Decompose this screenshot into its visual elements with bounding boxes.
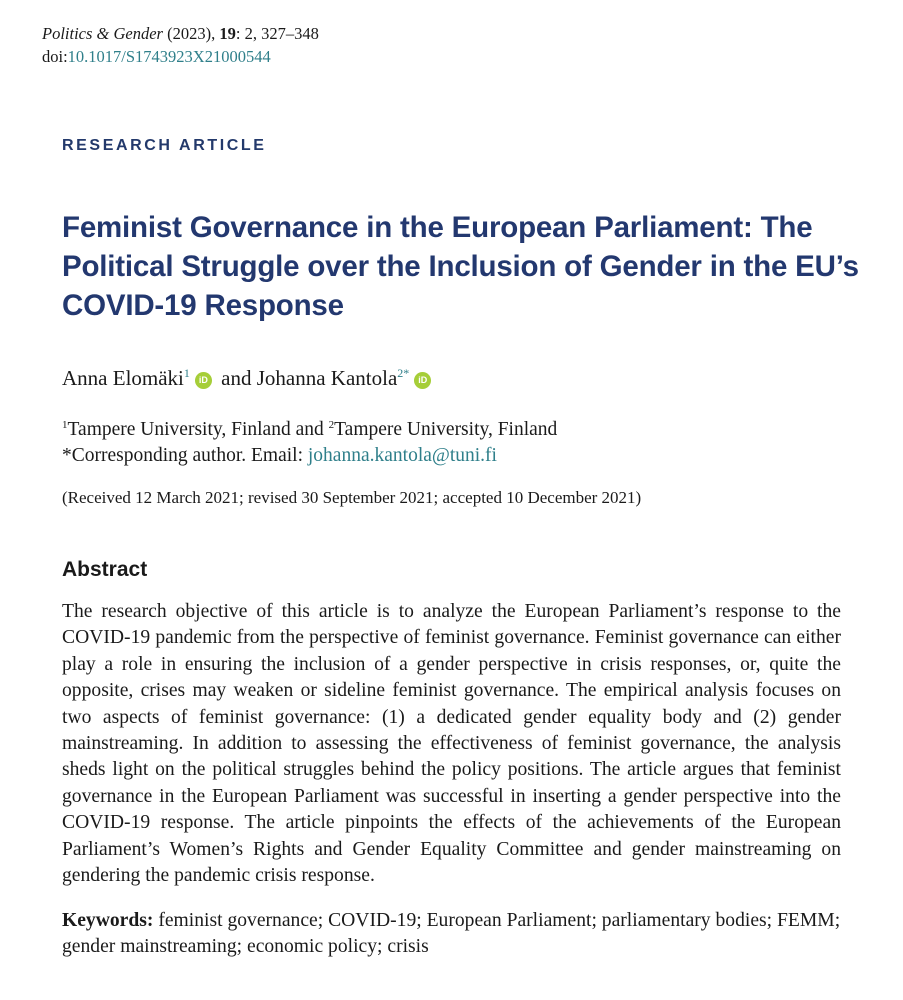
affil-sup-2: 2: [328, 419, 335, 431]
doi-line: [42, 45, 319, 68]
author-affil-ref-2[interactable]: 2*: [397, 366, 410, 380]
author-name-1: Anna Elomäki: [62, 366, 184, 390]
affiliations: [62, 412, 557, 469]
citation-line: [42, 22, 319, 45]
affiliation-line: [62, 412, 557, 443]
affil-sup-1: 1: [62, 419, 68, 431]
article-title: Feminist Governance in the European Parliament: The Political Struggle over the Inclusion of Gender in the EU’s COVID-19 Response: [62, 211, 859, 322]
journal-volume: 19: [219, 24, 236, 43]
corresponding-label: *Corresponding author. Email:: [62, 445, 308, 466]
author-line: [62, 366, 435, 391]
orcid-icon[interactable]: iD: [414, 372, 431, 389]
affiliation-2: Tampere University, Finland: [334, 419, 558, 440]
received-dates: (Received 12 March 2021; revised 30 September 2021; accepted 10 December 2021): [62, 488, 642, 507]
doi-link[interactable]: 10.1017/S1743923X21000544: [67, 47, 271, 66]
journal-name: Politics & Gender: [42, 24, 163, 43]
author-affil-ref-1[interactable]: 1: [183, 366, 190, 380]
keywords-text: feminist governance; COVID-19; European Parliament; parliamentary bodies; FEMM; gender mainstreaming; economic policy; crisis: [62, 910, 846, 958]
abstract-text: The research objective of this article is to analyze the European Parliament’s response to the COVID-19 pandemic from the perspective of feminist governance. Feminist governance can either play a role in ensuring the inclusion of a gender perspective in crisis responses, or, quite the opposite, crises may weaken or sideline feminist governance. The empirical analysis focuses on two aspects of feminist governance: (1) a dedicated gender equality body and (2) gender mainstreaming. In addition to assessing the effectiveness of feminist governance, the analysis sheds light on the political struggles behind the policy positions. The article argues that feminist governance in the European Parliament was successful in inserting a gender perspective into the COVID-19 response. The article pinpoints the effects of the achievements of the European Parliament’s Women’s Rights and Gender Equality Committee and gender mainstreaming on gendering the pandemic crisis response.: [62, 601, 841, 887]
keywords-label: Keywords:: [62, 910, 154, 931]
email-link[interactable]: johanna.kantola@tuni.fi: [307, 445, 497, 466]
article-type-label: RESEARCH ARTICLE: [62, 137, 267, 154]
keywords: [62, 908, 846, 961]
affiliation-1: Tampere University, Finland and: [67, 419, 329, 440]
journal-year: (2023),: [167, 24, 216, 43]
author-connector: and: [215, 366, 257, 390]
author-name-2: Johanna Kantola: [256, 366, 398, 390]
journal-issue-pages: : 2, 327–348: [235, 24, 319, 43]
orcid-icon[interactable]: iD: [195, 372, 212, 389]
abstract-heading: Abstract: [62, 558, 148, 581]
doi-prefix: doi:: [42, 47, 68, 66]
journal-header: [42, 22, 319, 68]
corresponding-line: [62, 443, 557, 469]
